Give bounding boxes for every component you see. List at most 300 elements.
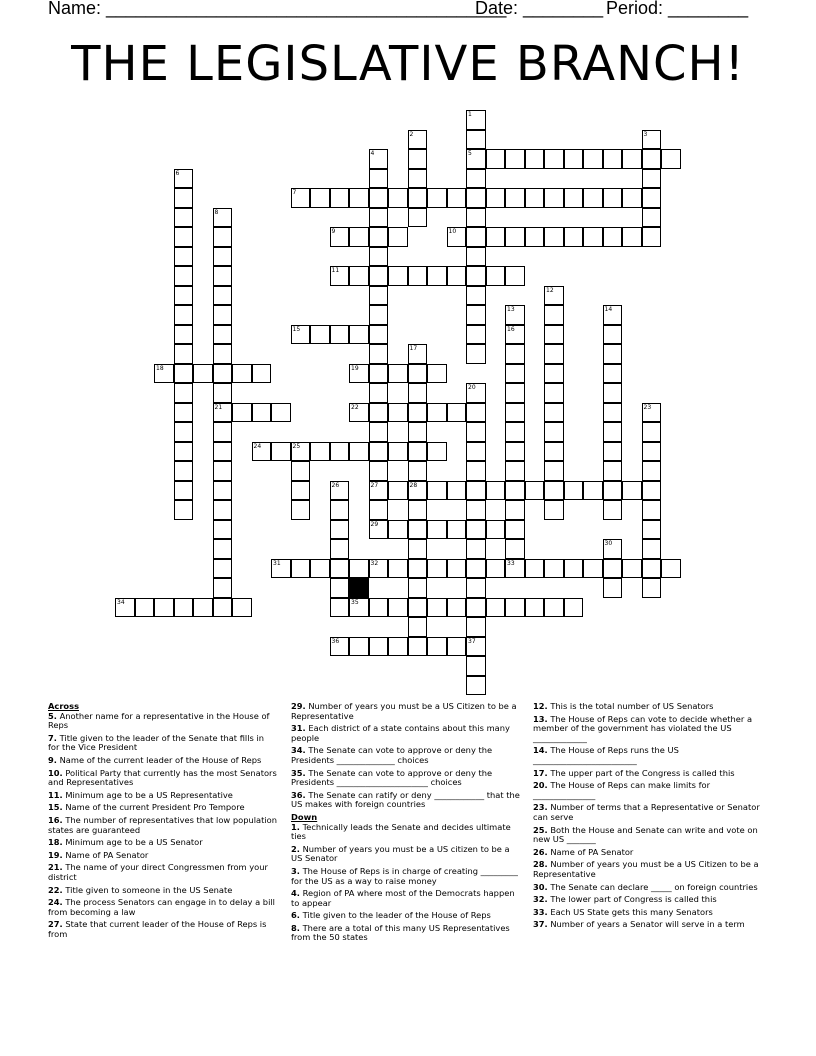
grid-cell[interactable]	[544, 149, 564, 169]
grid-cell[interactable]	[505, 403, 525, 423]
clue-number-label: 11	[331, 267, 340, 274]
clue-across-9: 9. Name of the current leader of the House of Reps	[48, 754, 262, 765]
grid-cell[interactable]	[369, 461, 389, 481]
clue-down-17: 17. The upper part of the Congress is called this	[533, 767, 735, 778]
grid-cell[interactable]	[505, 266, 525, 286]
grid-cell[interactable]	[642, 442, 662, 462]
grid-cell[interactable]	[213, 325, 233, 345]
clue-down-32: 32. The lower part of Congress is called this	[533, 894, 717, 905]
grid-cell[interactable]	[486, 481, 506, 501]
grid-cell[interactable]	[466, 344, 486, 364]
grid-cell[interactable]	[388, 364, 408, 384]
grid-cell[interactable]	[388, 598, 408, 618]
grid-cell[interactable]	[291, 461, 311, 481]
grid-cell[interactable]	[466, 617, 486, 637]
grid-cell[interactable]	[622, 149, 642, 169]
grid-cell[interactable]	[603, 559, 623, 579]
grid-cell[interactable]	[330, 539, 350, 559]
grid-cell[interactable]	[466, 578, 486, 598]
grid-cell[interactable]	[154, 598, 174, 618]
clue-number-label: 2	[409, 130, 414, 138]
grid-cell[interactable]	[330, 442, 350, 462]
grid-cell[interactable]	[310, 442, 330, 462]
grid-cell[interactable]	[388, 559, 408, 579]
grid-cell[interactable]	[622, 188, 642, 208]
grid-cell[interactable]	[369, 637, 389, 657]
grid-cell[interactable]	[466, 169, 486, 189]
grid-cell[interactable]	[505, 598, 525, 618]
grid-cell[interactable]	[213, 344, 233, 364]
grid-cell[interactable]	[369, 208, 389, 228]
grid-cell[interactable]	[388, 188, 408, 208]
grid-cell[interactable]	[642, 520, 662, 540]
grid-cell[interactable]	[603, 461, 623, 481]
grid-cell[interactable]	[349, 559, 369, 579]
clue-number-label: 20	[468, 384, 476, 391]
grid-cell[interactable]	[544, 325, 564, 345]
grid-cell[interactable]	[642, 539, 662, 559]
grid-cell[interactable]	[505, 364, 525, 384]
grid-cell[interactable]	[486, 149, 506, 169]
grid-cell[interactable]	[642, 500, 662, 520]
grid-cell[interactable]	[544, 559, 564, 579]
grid-cell[interactable]	[642, 227, 662, 247]
clue-number-label: 31	[273, 559, 281, 567]
grid-cell[interactable]	[466, 500, 486, 520]
grid-cell[interactable]	[213, 461, 233, 481]
grid-cell[interactable]	[466, 461, 486, 481]
grid-cell[interactable]	[544, 442, 564, 462]
grid-cell[interactable]	[193, 364, 213, 384]
clue-down-20: 20. The House of Reps can make limits for _______________	[533, 780, 710, 800]
grid-cell[interactable]	[564, 227, 584, 247]
grid-cell[interactable]	[174, 422, 194, 442]
grid-cell[interactable]	[486, 520, 506, 540]
grid-cell[interactable]	[388, 403, 408, 423]
clue-across-27: 27. State that current leader of the House of Reps is from	[48, 919, 267, 939]
clue-across-31: 31. Each district of a state contains about this many people	[291, 723, 510, 743]
grid-cell[interactable]	[505, 344, 525, 364]
grid-cell[interactable]	[174, 188, 194, 208]
grid-cell[interactable]	[408, 149, 428, 169]
grid-cell[interactable]	[622, 227, 642, 247]
grid-cell[interactable]	[174, 227, 194, 247]
grid-cell[interactable]	[213, 500, 233, 520]
grid-cell[interactable]	[408, 539, 428, 559]
grid-cell[interactable]	[447, 637, 467, 657]
clue-across-29: 29. Number of years you must be a US Citizen to be a Representative	[291, 701, 517, 721]
date-field-label[interactable]: Date: ________	[475, 0, 604, 18]
grid-cell[interactable]	[369, 598, 389, 618]
grid-cell[interactable]	[447, 188, 467, 208]
grid-cell[interactable]	[213, 442, 233, 462]
grid-cell[interactable]	[174, 286, 194, 306]
grid-cell[interactable]	[466, 539, 486, 559]
grid-cell[interactable]	[213, 481, 233, 501]
grid-cell[interactable]	[603, 578, 623, 598]
grid-cell[interactable]	[408, 637, 428, 657]
grid-cell[interactable]	[388, 520, 408, 540]
clue-down-30: 30. The Senate can declare _____ on foreign countries	[533, 881, 758, 892]
clue-number-label: 8	[214, 208, 219, 216]
grid-cell[interactable]	[603, 403, 623, 423]
grid-cell[interactable]	[369, 364, 389, 384]
grid-cell[interactable]	[369, 325, 389, 345]
grid-cell[interactable]	[447, 266, 467, 286]
grid-cell[interactable]	[505, 442, 525, 462]
grid-cell[interactable]	[466, 130, 486, 150]
grid-cell[interactable]	[408, 364, 428, 384]
grid-cell[interactable]	[388, 637, 408, 657]
grid-cell[interactable]	[369, 247, 389, 267]
grid-cell[interactable]	[174, 403, 194, 423]
grid-cell[interactable]	[174, 500, 194, 520]
grid-cell[interactable]	[544, 305, 564, 325]
grid-cell[interactable]	[291, 559, 311, 579]
grid-cell[interactable]	[213, 422, 233, 442]
grid-cell[interactable]	[427, 364, 447, 384]
grid-cell[interactable]	[525, 559, 545, 579]
grid-cell[interactable]	[544, 344, 564, 364]
grid-cell[interactable]	[310, 559, 330, 579]
across-heading: Across	[48, 701, 80, 711]
grid-cell[interactable]	[369, 266, 389, 286]
grid-cell[interactable]	[213, 364, 233, 384]
grid-cell[interactable]	[174, 305, 194, 325]
grid-cell[interactable]	[408, 559, 428, 579]
grid-cell[interactable]	[486, 598, 506, 618]
grid-cell[interactable]	[603, 364, 623, 384]
grid-cell[interactable]	[193, 598, 213, 618]
grid-cell[interactable]	[447, 520, 467, 540]
grid-cell[interactable]	[583, 481, 603, 501]
grid-cell[interactable]	[544, 188, 564, 208]
grid-cell[interactable]	[642, 559, 662, 579]
grid-cell[interactable]	[642, 578, 662, 598]
grid-cell[interactable]	[603, 481, 623, 501]
name-field-label[interactable]: Name: ________________________________________	[48, 0, 507, 18]
page-title: THE LEGISLATIVE BRANCH!	[71, 36, 745, 92]
grid-cell[interactable]	[544, 461, 564, 481]
grid-cell[interactable]	[135, 598, 155, 618]
grid-cell[interactable]	[466, 676, 486, 696]
grid-cell[interactable]	[505, 149, 525, 169]
grid-cell[interactable]	[603, 422, 623, 442]
grid-cell[interactable]	[427, 559, 447, 579]
grid-cell[interactable]	[642, 208, 662, 228]
grid-cell[interactable]	[213, 286, 233, 306]
grid-cell[interactable]	[213, 305, 233, 325]
grid-cell[interactable]	[603, 227, 623, 247]
grid-cell[interactable]	[408, 208, 428, 228]
grid-cell[interactable]	[174, 325, 194, 345]
clue-across-15: 15. Name of the current President Pro Tempore	[48, 802, 245, 813]
grid-cell[interactable]	[544, 227, 564, 247]
grid-cell[interactable]	[330, 598, 350, 618]
grid-cell[interactable]	[583, 559, 603, 579]
grid-cell[interactable]	[603, 188, 623, 208]
grid-cell[interactable]	[661, 559, 681, 579]
grid-cell[interactable]	[603, 383, 623, 403]
grid-cell[interactable]	[642, 149, 662, 169]
grid-cell[interactable]	[349, 266, 369, 286]
grid-cell[interactable]	[369, 344, 389, 364]
clue-across-19: 19. Name of PA Senator	[48, 849, 149, 860]
down-heading: Down	[291, 811, 318, 822]
grid-cell[interactable]	[213, 598, 233, 618]
grid-cell[interactable]	[427, 481, 447, 501]
grid-cell[interactable]	[349, 188, 369, 208]
grid-cell[interactable]	[291, 481, 311, 501]
grid-cell[interactable]	[642, 188, 662, 208]
grid-cell[interactable]	[466, 559, 486, 579]
grid-cell[interactable]	[408, 578, 428, 598]
grid-cell[interactable]	[564, 559, 584, 579]
grid-cell[interactable]	[408, 169, 428, 189]
grid-cell[interactable]	[642, 481, 662, 501]
grid-cell[interactable]	[408, 383, 428, 403]
grid-cell[interactable]	[232, 598, 252, 618]
grid-cell[interactable]	[544, 481, 564, 501]
grid-cell[interactable]	[174, 247, 194, 267]
grid-cell[interactable]	[388, 227, 408, 247]
grid-cell[interactable]	[466, 266, 486, 286]
clue-number-label: 23	[643, 403, 652, 411]
clue-across-11: 11. Minimum age to be a US Representative	[48, 789, 233, 800]
clue-down-2: 2. Number of years you must be a US citizen to be a US Senator	[291, 843, 510, 864]
grid-cell[interactable]	[544, 422, 564, 442]
grid-cell[interactable]	[408, 188, 428, 208]
grid-cell[interactable]	[583, 149, 603, 169]
grid-cell[interactable]	[486, 559, 506, 579]
grid-cell[interactable]	[330, 559, 350, 579]
grid-cell[interactable]	[564, 598, 584, 618]
grid-cell[interactable]	[232, 403, 252, 423]
grid-cell[interactable]	[310, 325, 330, 345]
grid-cell[interactable]	[349, 227, 369, 247]
grid-cell[interactable]	[369, 442, 389, 462]
clue-number-label: 27	[370, 481, 379, 489]
grid-cell[interactable]	[369, 422, 389, 442]
grid-cell[interactable]	[486, 227, 506, 247]
grid-cell[interactable]	[369, 383, 389, 403]
grid-cell[interactable]	[349, 637, 369, 657]
grid-cell[interactable]	[310, 188, 330, 208]
grid-cell[interactable]	[505, 383, 525, 403]
grid-cell[interactable]	[466, 656, 486, 676]
grid-cell[interactable]	[661, 149, 681, 169]
grid-cell[interactable]	[232, 364, 252, 384]
grid-cell[interactable]	[525, 598, 545, 618]
grid-cell[interactable]	[583, 188, 603, 208]
grid-cell[interactable]	[564, 481, 584, 501]
grid-cell[interactable]	[408, 617, 428, 637]
grid-cell[interactable]	[174, 266, 194, 286]
grid-cell[interactable]	[408, 266, 428, 286]
grid-cell[interactable]	[213, 539, 233, 559]
clue-down-14: 14. The House of Reps runs the US _________________________	[533, 745, 679, 765]
grid-cell[interactable]	[505, 461, 525, 481]
clue-number-label: 22	[351, 403, 359, 411]
grid-cell[interactable]	[427, 188, 447, 208]
grid-cell[interactable]	[603, 344, 623, 364]
grid-cell[interactable]	[408, 461, 428, 481]
grid-cell[interactable]	[213, 266, 233, 286]
grid-cell[interactable]	[564, 188, 584, 208]
grid-cell[interactable]	[505, 520, 525, 540]
grid-cell[interactable]	[388, 266, 408, 286]
grid-cell[interactable]	[174, 598, 194, 618]
grid-cell[interactable]	[525, 227, 545, 247]
grid-cell[interactable]	[622, 481, 642, 501]
grid-cell[interactable]	[349, 442, 369, 462]
grid-cell[interactable]	[330, 520, 350, 540]
grid-cell[interactable]	[544, 403, 564, 423]
grid-cell[interactable]	[447, 403, 467, 423]
grid-cell[interactable]	[213, 227, 233, 247]
grid-cell[interactable]	[174, 442, 194, 462]
grid-cell[interactable]	[174, 344, 194, 364]
grid-cell[interactable]	[369, 188, 389, 208]
grid-cell[interactable]	[466, 442, 486, 462]
grid-cell[interactable]	[603, 149, 623, 169]
clues-column-1	[48, 702, 278, 942]
grid-cell[interactable]	[408, 520, 428, 540]
grid-cell[interactable]	[408, 442, 428, 462]
grid-cell[interactable]	[603, 500, 623, 520]
clue-across-16: 16. The number of representatives that low population states are guaranteed	[48, 814, 277, 835]
grid-cell[interactable]	[583, 227, 603, 247]
grid-cell[interactable]	[213, 559, 233, 579]
grid-cell[interactable]	[642, 422, 662, 442]
grid-cell[interactable]	[447, 559, 467, 579]
clue-number-label: 16	[507, 325, 515, 333]
grid-cell[interactable]	[427, 266, 447, 286]
grid-cell[interactable]	[174, 481, 194, 501]
grid-cell[interactable]	[466, 481, 486, 501]
grid-cell[interactable]	[622, 559, 642, 579]
grid-cell[interactable]	[466, 325, 486, 345]
grid-cell[interactable]	[525, 481, 545, 501]
grid-cell[interactable]	[466, 227, 486, 247]
grid-cell[interactable]	[427, 637, 447, 657]
grid-cell[interactable]	[408, 403, 428, 423]
grid-cell[interactable]	[603, 442, 623, 462]
grid-cell[interactable]	[544, 500, 564, 520]
grid-cell[interactable]	[603, 325, 623, 345]
period-field-label[interactable]: Period: ________	[606, 0, 749, 18]
grid-cell[interactable]	[466, 520, 486, 540]
grid-cell[interactable]	[213, 383, 233, 403]
grid-cell[interactable]	[369, 169, 389, 189]
grid-cell[interactable]	[486, 188, 506, 208]
grid-cell[interactable]	[349, 325, 369, 345]
grid-cell[interactable]	[174, 383, 194, 403]
grid-cell[interactable]	[544, 383, 564, 403]
grid-cell[interactable]	[213, 520, 233, 540]
grid-cell[interactable]	[427, 403, 447, 423]
grid-cell[interactable]	[505, 422, 525, 442]
grid-cell[interactable]	[369, 305, 389, 325]
grid-cell[interactable]	[330, 500, 350, 520]
grid-cell[interactable]	[388, 481, 408, 501]
grid-cell[interactable]	[447, 481, 467, 501]
clue-across-24: 24. The process Senators can engage in to delay a bill from becoming a law	[48, 897, 275, 917]
grid-cell[interactable]	[642, 461, 662, 481]
grid-cell[interactable]	[505, 539, 525, 559]
grid-cell[interactable]	[427, 520, 447, 540]
clues-column-3	[533, 702, 763, 933]
grid-cell[interactable]	[369, 403, 389, 423]
clue-down-37: 37. Number of years a Senator will serve in a term	[533, 919, 745, 930]
grid-cell[interactable]	[544, 364, 564, 384]
grid-cell[interactable]	[330, 188, 350, 208]
grid-cell[interactable]	[427, 598, 447, 618]
clue-number-label: 36	[331, 637, 340, 645]
grid-cell[interactable]	[505, 481, 525, 501]
grid-cell[interactable]	[271, 442, 291, 462]
grid-cell[interactable]	[544, 598, 564, 618]
grid-cell[interactable]	[466, 188, 486, 208]
grid-cell[interactable]	[408, 500, 428, 520]
grid-cell[interactable]	[427, 442, 447, 462]
clue-number-label: 18	[156, 364, 164, 372]
grid-cell[interactable]	[174, 364, 194, 384]
grid-cell[interactable]	[174, 208, 194, 228]
grid-cell[interactable]	[466, 305, 486, 325]
grid-cell[interactable]	[213, 578, 233, 598]
grid-cell[interactable]	[466, 403, 486, 423]
grid-cell[interactable]	[466, 598, 486, 618]
grid-cell[interactable]	[525, 149, 545, 169]
grid-cell[interactable]	[330, 325, 350, 345]
grid-cell[interactable]	[369, 286, 389, 306]
clue-number-label: 35	[351, 598, 359, 606]
grid-cell[interactable]	[369, 227, 389, 247]
clue-number-label: 19	[351, 364, 359, 372]
grid-cell[interactable]	[564, 149, 584, 169]
grid-cell[interactable]	[330, 578, 350, 598]
grid-cell[interactable]	[388, 442, 408, 462]
grid-cell[interactable]	[252, 403, 272, 423]
clue-across-18: 18. Minimum age to be a US Senator	[48, 837, 203, 848]
clue-number-label: 13	[507, 306, 515, 313]
grid-cell[interactable]	[174, 461, 194, 481]
grid-cell[interactable]	[408, 422, 428, 442]
grid-cell[interactable]	[447, 598, 467, 618]
clue-across-5: 5. Another name for a representative in the House of Reps	[48, 710, 270, 731]
clue-number-label: 17	[409, 345, 418, 352]
grid-cell[interactable]	[466, 208, 486, 228]
grid-cell[interactable]	[642, 169, 662, 189]
clue-number-label: 24	[253, 442, 262, 450]
grid-cell[interactable]	[525, 188, 545, 208]
grid-cell[interactable]	[408, 598, 428, 618]
grid-cell[interactable]	[466, 422, 486, 442]
grid-cell[interactable]	[252, 364, 272, 384]
grid-cell[interactable]	[505, 500, 525, 520]
grid-cell[interactable]	[466, 286, 486, 306]
grid-cell[interactable]	[505, 188, 525, 208]
grid-cell[interactable]	[291, 500, 311, 520]
grid-cell[interactable]	[505, 227, 525, 247]
grid-cell[interactable]	[271, 403, 291, 423]
grid-cell[interactable]	[369, 500, 389, 520]
grid-cell[interactable]	[213, 247, 233, 267]
clue-number-label: 4	[370, 150, 375, 157]
grid-cell[interactable]	[486, 266, 506, 286]
grid-cell[interactable]	[466, 247, 486, 267]
